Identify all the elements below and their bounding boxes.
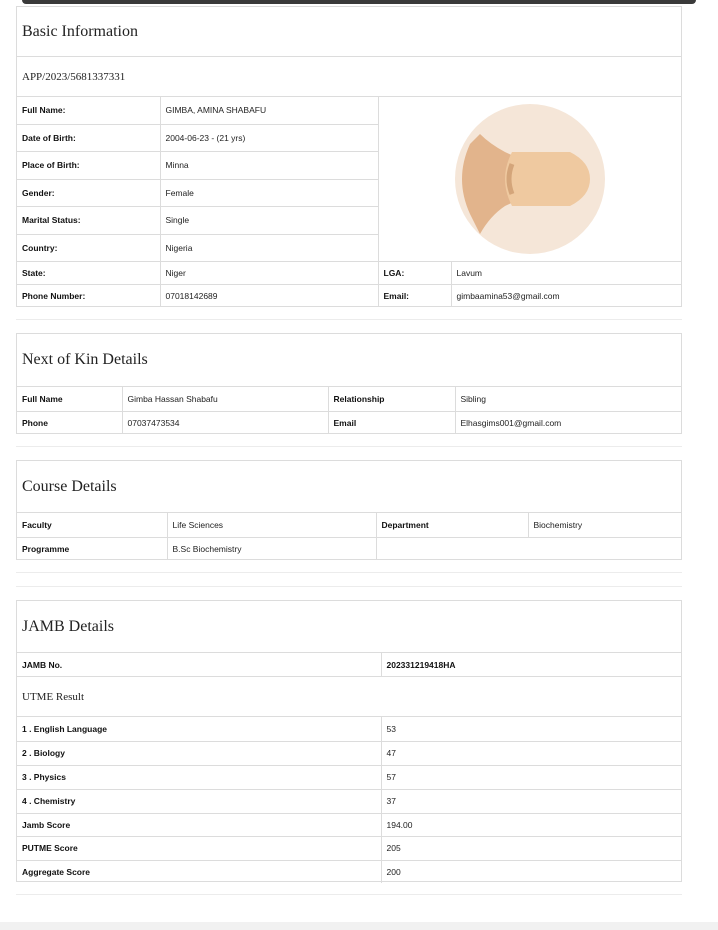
dob-value: 2004-06-23 - (21 yrs) — [160, 124, 378, 151]
programme-empty-cell — [376, 537, 681, 560]
photo-cell — [378, 97, 681, 261]
section-divider — [16, 586, 682, 587]
subject-3-label: 3 . Physics — [17, 765, 381, 789]
gender-label: Gender: — [17, 179, 160, 206]
email-value: gimbaamina53@gmail.com — [451, 284, 681, 307]
marital-status-value: Single — [160, 206, 378, 234]
state-value: Niger — [160, 261, 378, 284]
subject-2-label: 2 . Biology — [17, 741, 381, 765]
faculty-label: Faculty — [17, 513, 167, 537]
subject-4-label: 4 . Chemistry — [17, 789, 381, 813]
application-number: APP/2023/5681337331 — [17, 57, 681, 97]
full-name-value: GIMBA, AMINA SHABAFU — [160, 97, 378, 124]
email-label: Email: — [378, 284, 451, 307]
programme-label: Programme — [17, 537, 167, 560]
subject-3-score: 57 — [381, 765, 681, 789]
pob-label: Place of Birth: — [17, 151, 160, 179]
jamb-score-label: Jamb Score — [17, 813, 381, 836]
country-label: Country: — [17, 234, 160, 261]
kin-relationship-value: Sibling — [455, 387, 681, 411]
subject-1-score: 53 — [381, 717, 681, 741]
kin-email-label: Email — [328, 411, 455, 434]
basic-information-title: Basic Information — [17, 7, 681, 57]
utme-result-table — [17, 717, 681, 883]
next-of-kin-table — [17, 387, 681, 434]
bottom-bar — [0, 922, 718, 930]
course-details-table — [17, 513, 681, 560]
lga-value: Lavum — [451, 261, 681, 284]
aggregate-score-label: Aggregate Score — [17, 860, 381, 883]
basic-information-card — [16, 6, 682, 307]
aggregate-score-value: 200 — [381, 860, 681, 883]
kin-name-value: Gimba Hassan Shabafu — [122, 387, 328, 411]
subject-4-score: 37 — [381, 789, 681, 813]
jamb-number-table — [17, 653, 681, 676]
lga-label: LGA: — [378, 261, 451, 284]
faculty-value: Life Sciences — [167, 513, 376, 537]
jamb-details-title: JAMB Details — [17, 601, 681, 653]
department-value: Biochemistry — [528, 513, 681, 537]
dob-label: Date of Birth: — [17, 124, 160, 151]
jamb-details-card — [16, 600, 682, 882]
course-details-title: Course Details — [17, 461, 681, 513]
avatar-placeholder-icon — [450, 104, 610, 254]
section-divider — [16, 894, 682, 895]
next-of-kin-card — [16, 333, 682, 434]
jamb-score-value: 194.00 — [381, 813, 681, 836]
section-divider — [16, 319, 682, 320]
marital-status-label: Marital Status: — [17, 206, 160, 234]
full-name-label: Full Name: — [17, 97, 160, 124]
country-value: Nigeria — [160, 234, 378, 261]
kin-relationship-label: Relationship — [328, 387, 455, 411]
kin-phone-value: 07037473534 — [122, 411, 328, 434]
department-label: Department — [376, 513, 528, 537]
state-label: State: — [17, 261, 160, 284]
course-details-card — [16, 460, 682, 560]
top-bar — [22, 0, 696, 4]
programme-value: B.Sc Biochemistry — [167, 537, 376, 560]
jamb-number-label: JAMB No. — [17, 653, 381, 676]
kin-phone-label: Phone — [17, 411, 122, 434]
utme-result-title: UTME Result — [17, 676, 681, 717]
kin-name-label: Full Name — [17, 387, 122, 411]
kin-email-value: Elhasgims001@gmail.com — [455, 411, 681, 434]
section-divider — [16, 446, 682, 447]
phone-number-label: Phone Number: — [17, 284, 160, 307]
phone-number-value: 07018142689 — [160, 284, 378, 307]
subject-2-score: 47 — [381, 741, 681, 765]
subject-1-label: 1 . English Language — [17, 717, 381, 741]
gender-value: Female — [160, 179, 378, 206]
putme-score-label: PUTME Score — [17, 836, 381, 860]
basic-information-table — [17, 97, 681, 307]
pob-value: Minna — [160, 151, 378, 179]
section-divider — [16, 572, 682, 573]
jamb-number-value: 202331219418HA — [381, 653, 681, 676]
next-of-kin-title: Next of Kin Details — [17, 334, 681, 387]
putme-score-value: 205 — [381, 836, 681, 860]
